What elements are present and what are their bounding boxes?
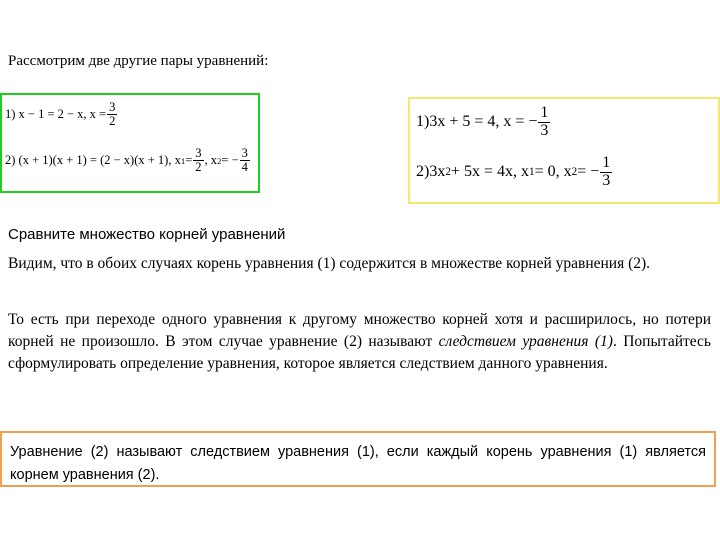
green-equation-1: 1) x − 1 = 2 − x, x = $\frac{3}{2}$ <box>5 100 116 129</box>
intro-text: Рассмотрим две другие пары уравнений: <box>8 53 269 69</box>
equations-box-yellow <box>408 97 720 204</box>
yellow-equation-1: 1)3x + 5 = 4, x = − $\frac{1}{3}$ <box>416 104 549 139</box>
paragraph-explanation: То есть при переходе одного уравнения к другому множество корней хотя и расширилось, но потери корней не произошло. В этом случае уравнение (2) называют следствием уравнения (1). Попытайтесь сформулировать определение уравнения, которое является следствием данного уравнения. <box>8 311 711 372</box>
fraction: $\frac{1}{3}$ <box>602 154 611 189</box>
equations-box-green <box>0 93 260 193</box>
yellow-equation-2: 2)3x 2 + 5x = 4x, x 1 = 0, x 2 = − $\frac{1}{3}$ <box>416 154 611 189</box>
definition-text: Уравнение (2) называют следствием уравнения (1), если каждый корень уравнения (1) является корнем уравнения (2). <box>10 444 706 483</box>
fraction: $\frac{3}{4}$ <box>241 146 248 175</box>
italic-term: следствием уравнения (1) <box>438 333 613 350</box>
definition-box <box>0 431 716 487</box>
fraction: $\frac{3}{2}$ <box>109 100 116 129</box>
green-equation-2: 2) (x + 1)(x + 1) = (2 − x)(x + 1), x 1 = $\frac{3}{2}$ , x 2 = − $\frac{3}{4}$ <box>5 146 248 175</box>
fraction: $\frac{1}{3}$ <box>540 104 549 139</box>
fraction: $\frac{3}{2}$ <box>195 146 202 175</box>
paragraph-observation: Видим, что в обоих случаях корень уравнения (1) содержится в множестве корней уравнения (2). <box>8 255 651 272</box>
compare-instruction: Сравните множество корней уравнений <box>8 226 286 243</box>
